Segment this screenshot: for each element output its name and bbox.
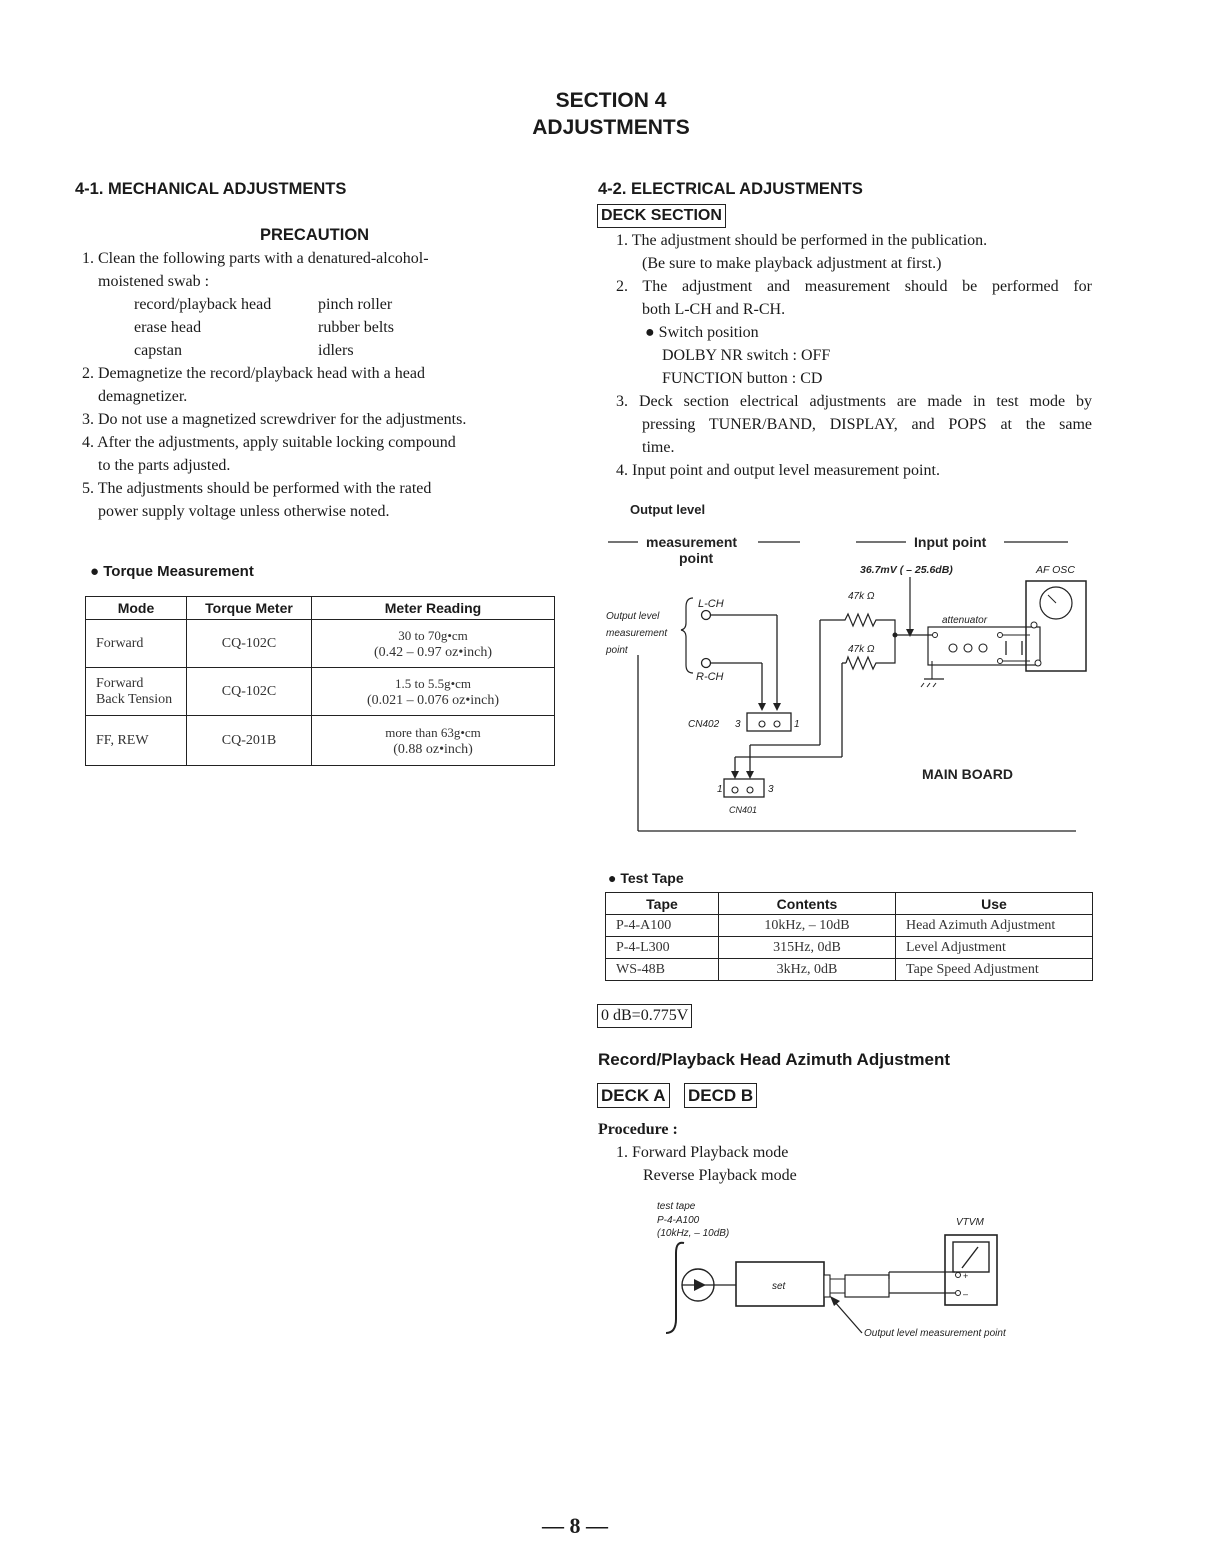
elec-step-1-cont: (Be sure to make playback adjustment at first.) bbox=[642, 255, 942, 272]
azimuth-heading: Record/Playback Head Azimuth Adjustment bbox=[598, 1050, 951, 1069]
table-header-row bbox=[606, 893, 1093, 915]
elec-step-3-cont: pressing TUNER/BAND, DISPLAY, and POPS at the same bbox=[642, 416, 1092, 433]
resistor-label-1: 47k Ω bbox=[848, 591, 875, 602]
use-cell: Head Azimuth Adjustment bbox=[896, 915, 1093, 937]
table-row bbox=[86, 716, 555, 766]
electrical-adjustments-heading: 4-2. ELECTRICAL ADJUSTMENTS bbox=[598, 180, 863, 198]
procedure-step-1-cont: Reverse Playback mode bbox=[643, 1167, 797, 1184]
switch-function: FUNCTION button : CD bbox=[662, 370, 823, 387]
use-cell: Tape Speed Adjustment bbox=[896, 959, 1093, 981]
reading-cell: 1.5 to 5.5g•cm (0.021 – 0.076 oz•inch) bbox=[312, 668, 555, 716]
elec-step-4: 4. Input point and output level measurement point. bbox=[616, 462, 940, 479]
cn401-pin-3: 3 bbox=[768, 784, 774, 795]
elec-step-1: 1. The adjustment should be performed in the publication. bbox=[616, 232, 988, 249]
cn401-pin-1: 1 bbox=[717, 784, 723, 795]
table-row bbox=[606, 937, 1093, 959]
cn401-connector bbox=[724, 779, 764, 797]
main-board-label: MAIN BOARD bbox=[922, 766, 1013, 782]
attenuator-label: attenuator bbox=[942, 615, 988, 626]
cn402-label: CN402 bbox=[688, 719, 720, 730]
tape-spec-label: (10kHz, – 10dB) bbox=[657, 1228, 730, 1239]
cn402-connector bbox=[747, 713, 791, 731]
playback-setup-diagram bbox=[650, 1195, 1050, 1345]
bullet-icon: ● bbox=[645, 324, 655, 341]
elec-step-2: 2. The adjustment and measurement should be performed for bbox=[616, 278, 1092, 295]
db-reference-box: 0 dB=0.775V bbox=[597, 1004, 692, 1028]
torque-table bbox=[85, 596, 555, 766]
part-item: capstan bbox=[134, 342, 182, 359]
resistor-label-2: 47k Ω bbox=[848, 644, 875, 655]
precaution-heading: PRECAUTION bbox=[260, 226, 370, 244]
mechanical-adjustments-heading: 4-1. MECHANICAL ADJUSTMENTS bbox=[75, 180, 347, 198]
test-tape-table bbox=[605, 892, 1093, 981]
switch-position-heading: ● Switch position bbox=[645, 324, 759, 341]
table-row bbox=[86, 668, 555, 716]
deck-section-label: DECK SECTION bbox=[597, 204, 726, 228]
deck-b-label: DECD B bbox=[684, 1083, 757, 1108]
contents-cell: 10kHz, – 10dB bbox=[719, 915, 896, 937]
precaution-step-4-cont: to the parts adjusted. bbox=[98, 457, 231, 474]
procedure-heading: Procedure : bbox=[598, 1121, 678, 1138]
precaution-step-2: 2. Demagnetize the record/playback head with a head bbox=[82, 365, 425, 382]
rch-label: R-CH bbox=[696, 671, 724, 683]
mode-cell: Forward Back Tension bbox=[86, 668, 187, 716]
column-header: Torque Meter bbox=[187, 597, 312, 620]
page-number: — 8 — bbox=[542, 1513, 608, 1538]
precaution-step-5-cont: power supply voltage unless otherwise noted. bbox=[98, 503, 390, 520]
point-label: point bbox=[679, 550, 714, 566]
mode-cell: Forward bbox=[86, 620, 187, 668]
bullet-icon: ● bbox=[608, 870, 617, 886]
procedure-step-1: 1. Forward Playback mode bbox=[616, 1144, 789, 1161]
use-cell: Level Adjustment bbox=[896, 937, 1093, 959]
test-tape-heading: ● Test Tape bbox=[608, 870, 684, 886]
tape-cell: P-4-L300 bbox=[606, 937, 719, 959]
part-item: rubber belts bbox=[318, 319, 394, 336]
precaution-step-1-cont: moistened swab : bbox=[98, 273, 210, 290]
deck-a-label: DECK A bbox=[597, 1083, 670, 1108]
part-item: idlers bbox=[318, 342, 354, 359]
meter-cell: CQ-201B bbox=[187, 716, 312, 766]
cn402-pin-1: 1 bbox=[794, 719, 800, 730]
contents-cell: 315Hz, 0dB bbox=[719, 937, 896, 959]
column-header: Tape bbox=[606, 893, 719, 915]
part-item: record/playback head bbox=[134, 296, 272, 313]
output-point-label: Output level measurement point bbox=[864, 1328, 1006, 1339]
switch-dolby: DOLBY NR switch : OFF bbox=[662, 347, 831, 364]
part-item: erase head bbox=[134, 319, 202, 336]
precaution-step-3: 3. Do not use a magnetized screwdriver for the adjustments. bbox=[82, 411, 467, 428]
vtvm-minus-terminal: – bbox=[963, 1289, 969, 1299]
output-level-diagram bbox=[590, 495, 1100, 840]
vtvm-label: VTVM bbox=[956, 1217, 984, 1228]
cn401-label: CN401 bbox=[729, 805, 758, 815]
out-meas-label-1: Output level bbox=[606, 611, 660, 622]
meter-cell: CQ-102C bbox=[187, 620, 312, 668]
precaution-step-1: 1. Clean the following parts with a denatured-alcohol- bbox=[82, 250, 429, 267]
bullet-icon: ● bbox=[90, 563, 100, 580]
precaution-step-4: 4. After the adjustments, apply suitable locking compound bbox=[82, 434, 456, 451]
elec-step-2-cont: both L-CH and R-CH. bbox=[642, 301, 786, 318]
input-point-label: Input point bbox=[914, 534, 987, 550]
test-tape-label: test tape bbox=[657, 1201, 696, 1212]
mode-cell: FF, REW bbox=[86, 716, 187, 766]
reading-cell: 30 to 70g•cm (0.42 – 0.97 oz•inch) bbox=[312, 620, 555, 668]
out-meas-label-3: point bbox=[606, 645, 628, 656]
tape-cell: WS-48B bbox=[606, 959, 719, 981]
table-row bbox=[606, 959, 1093, 981]
column-header: Meter Reading bbox=[312, 597, 555, 620]
meter-cell: CQ-102C bbox=[187, 668, 312, 716]
part-item: pinch roller bbox=[318, 296, 393, 313]
table-header-row bbox=[86, 597, 555, 620]
contents-cell: 3kHz, 0dB bbox=[719, 959, 896, 981]
tape-name-label: P-4-A100 bbox=[657, 1215, 700, 1226]
elec-step-3-cont2: time. bbox=[642, 439, 675, 456]
out-meas-label-2: measurement bbox=[606, 628, 668, 639]
column-header: Contents bbox=[719, 893, 896, 915]
cn402-pin-3: 3 bbox=[735, 719, 741, 730]
precaution-step-5: 5. The adjustments should be performed with the rated bbox=[82, 480, 432, 497]
tape-cell: P-4-A100 bbox=[606, 915, 719, 937]
precaution-step-2-cont: demagnetizer. bbox=[98, 388, 188, 405]
torque-measurement-heading: ● Torque Measurement bbox=[90, 563, 254, 580]
elec-step-3: 3. Deck section electrical adjustments are made in test mode by bbox=[616, 393, 1092, 410]
measurement-label: measurement bbox=[646, 534, 738, 550]
reading-cell: more than 63g•cm (0.88 oz•inch) bbox=[312, 716, 555, 766]
table-row bbox=[606, 915, 1093, 937]
column-header: Mode bbox=[86, 597, 187, 620]
vtvm-plus-terminal: + bbox=[963, 1271, 969, 1281]
tape-icon bbox=[666, 1243, 684, 1333]
af-osc-label: AF OSC bbox=[1036, 564, 1075, 576]
section-number: SECTION 4 bbox=[555, 89, 667, 112]
resistor-1 bbox=[820, 614, 895, 635]
set-label: set bbox=[772, 1281, 786, 1292]
column-header: Use bbox=[896, 893, 1093, 915]
table-row bbox=[86, 620, 555, 668]
lch-label: L-CH bbox=[698, 598, 724, 610]
page-title: ADJUSTMENTS bbox=[532, 116, 690, 139]
output-level-label: Output level bbox=[630, 502, 706, 517]
voltage-label: 36.7mV ( – 25.6dB) bbox=[860, 564, 953, 576]
